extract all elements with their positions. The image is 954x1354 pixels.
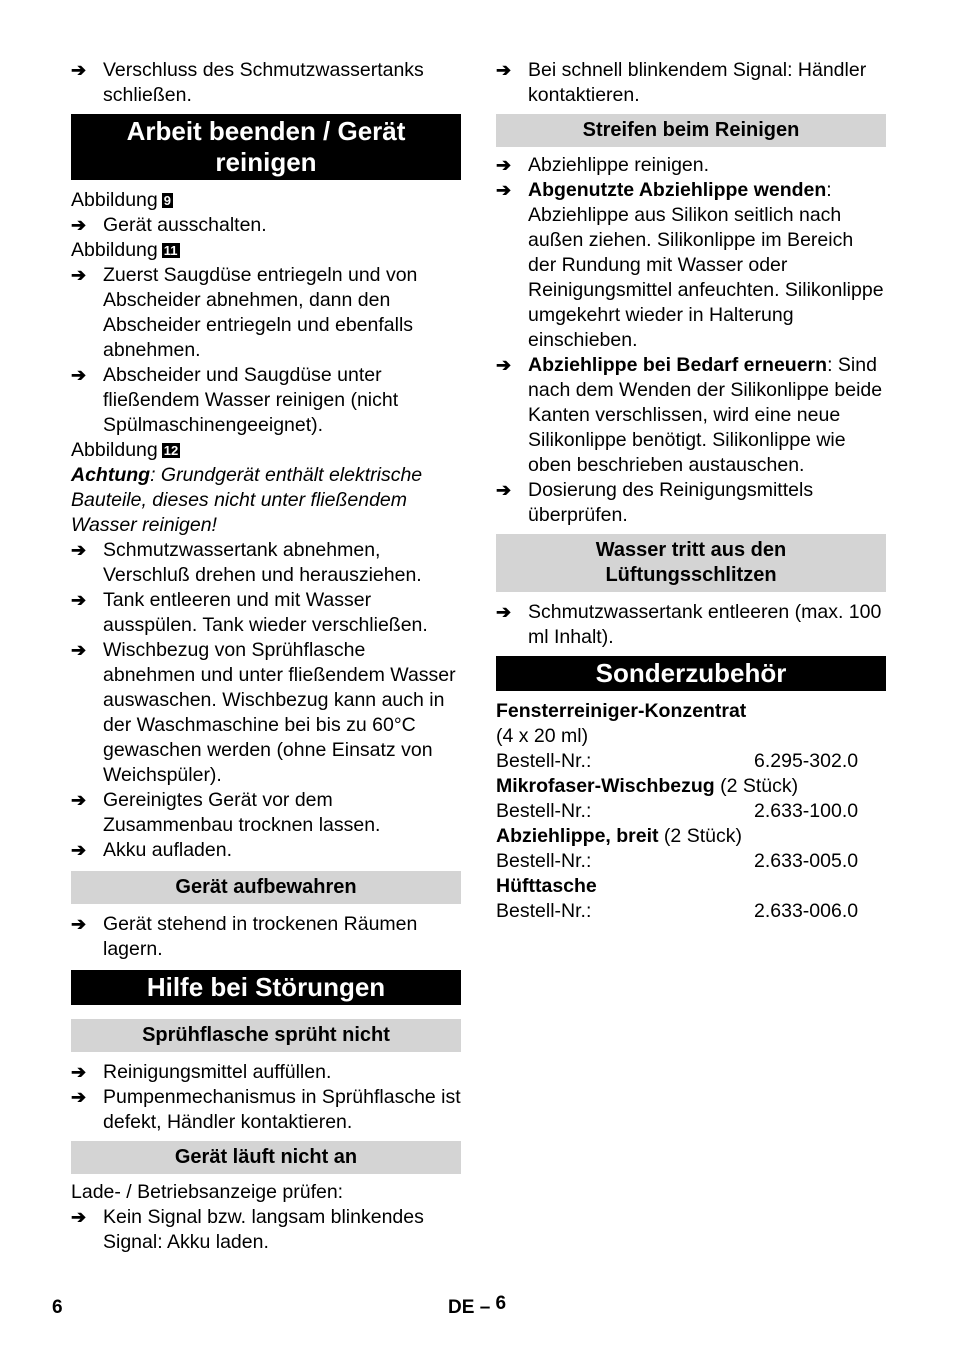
order-number-row: Bestell-Nr.: 6.295-302.0: [496, 750, 859, 772]
list-item: ➔ Wischbezug von Sprühflasche abnehmen und unter fließendem Wasser auswaschen. Wischbezug kann auch in der Waschmaschine bei bis zu 60°C gewaschen werden (ohne Einsatz von Weichspüler).: [71, 639, 456, 786]
arrow-right-icon: ➔: [71, 1207, 87, 1227]
arrow-right-icon: ➔: [71, 540, 87, 560]
order-number: 2.633-100.0: [754, 800, 859, 822]
arrow-right-icon: ➔: [71, 640, 87, 660]
list-item: ➔ Schmutzwassertank abnehmen, Verschluß drehen und herausziehen.: [71, 539, 422, 586]
left-column: [71, 58, 461, 1255]
accessory-detail: (4 x 20 ml): [496, 725, 589, 747]
arrow-right-icon: ➔: [71, 265, 87, 285]
list-item: ➔ Bei schnell blinkendem Signal: Händler kontaktieren.: [496, 59, 867, 106]
subsection-heading-storage: Gerät aufbewahren: [71, 871, 461, 904]
arrow-right-icon: ➔: [71, 1087, 87, 1107]
arrow-right-icon: ➔: [496, 180, 512, 200]
list-item: ➔ Kein Signal bzw. langsam blinkendes Signal: Akku laden.: [71, 1206, 424, 1253]
subsection-heading-spray: Sprühflasche sprüht nicht: [71, 1019, 461, 1052]
list-item: ➔ Abscheider und Saugdüse unter fließendem Wasser reinigen (nicht Spülmaschinengeeignet).: [71, 364, 399, 436]
list-item: ➔ Dosierung des Reinigungsmittels überprüfen.: [496, 479, 814, 526]
page-number-left: 6: [52, 1297, 63, 1318]
accessory-name: Mikrofaser-Wischbezug (2 Stück): [496, 775, 799, 797]
arrow-right-icon: ➔: [496, 480, 512, 500]
accessory-name: Hüfttasche: [496, 875, 597, 897]
order-number: 6.295-302.0: [754, 750, 859, 772]
list-item: ➔ Tank entleeren und mit Wasser ausspülen. Tank wieder verschließen.: [71, 589, 428, 636]
section-heading-troubleshooting: Hilfe bei Störungen: [71, 970, 461, 1005]
list-item: ➔ Gerät ausschalten.: [71, 214, 267, 236]
list-item: ➔ Abziehlippe bei Bedarf erneuern: Sind nach dem Wenden der Silikonlippe beide Kanten verschlissen, wird eine neue Silikonlippe benötigt. Silikonlippe wie oben beschrieben austauschen.: [496, 354, 883, 476]
subsection-heading-not-running: Gerät läuft nicht an: [71, 1141, 461, 1174]
arrow-right-icon: ➔: [496, 355, 512, 375]
subsection-heading-water: Wasser tritt aus den Lüftungsschlitzen: [496, 534, 886, 592]
arrow-right-icon: ➔: [71, 790, 87, 810]
list-item: ➔ Abgenutzte Abziehlippe wenden: Abziehlippe aus Silikon seitlich nach außen ziehen. Silikonlippe im Bereich der Rundung mit Wasser oder Reinigungsmittel anfeuchten. Silikonlippe umgekehrt wieder in Halterung einschieben.: [496, 179, 884, 351]
list-item: ➔ Abziehlippe reinigen.: [496, 154, 710, 176]
list-item: ➔ Verschluss des Schmutzwassertanks schließen.: [71, 59, 424, 106]
list-item: ➔ Zuerst Saugdüse entriegeln und von Abscheider abnehmen, dann den Abscheider entriegeln und ebenfalls abnehmen.: [71, 264, 418, 361]
warning-note: Achtung: Grundgerät enthält elektrische Bauteile, dieses nicht unter fließendem Wasser reinigen!: [71, 464, 423, 536]
order-number: 2.633-006.0: [754, 900, 859, 922]
list-item: ➔ Reinigungsmittel auffüllen.: [71, 1061, 332, 1083]
right-column: [496, 58, 886, 924]
arrow-right-icon: ➔: [71, 365, 87, 385]
arrow-right-icon: ➔: [71, 914, 87, 934]
figure-reference: Abbildung 12: [71, 439, 179, 461]
list-item: ➔ Schmutzwassertank entleeren (max. 100 ml Inhalt).: [496, 601, 882, 648]
section-heading-accessories: Sonderzubehör: [496, 656, 886, 691]
subsection-heading-streaks: Streifen beim Reinigen: [496, 114, 886, 147]
order-number-row: Bestell-Nr.: 2.633-005.0: [496, 850, 859, 872]
arrow-right-icon: ➔: [71, 1062, 87, 1082]
paragraph: Lade- / Betriebsanzeige prüfen:: [71, 1181, 344, 1203]
order-number-row: Bestell-Nr.: 2.633-100.0: [496, 800, 859, 822]
figure-number: 11: [163, 243, 178, 258]
arrow-right-icon: ➔: [496, 60, 512, 80]
order-number: 2.633-005.0: [754, 850, 859, 872]
arrow-right-icon: ➔: [496, 155, 512, 175]
arrow-right-icon: ➔: [71, 590, 87, 610]
arrow-right-icon: ➔: [71, 840, 87, 860]
figure-reference: Abbildung 11: [71, 239, 178, 261]
accessory-name: Fensterreiniger-Konzentrat: [496, 700, 747, 722]
section-heading-finish-work: Arbeit beenden / Gerät reinigen: [71, 114, 461, 180]
list-item: ➔ Gerät stehend in trockenen Räumen lagern.: [71, 913, 418, 960]
figure-number: 12: [163, 443, 179, 458]
list-item: ➔ Pumpenmechanismus in Sprühflasche ist defekt, Händler kontaktieren.: [71, 1086, 461, 1133]
figure-reference: Abbildung 9: [71, 189, 171, 211]
figure-number: 9: [163, 193, 171, 208]
page-number-center: DE – 6: [448, 1293, 507, 1318]
arrow-right-icon: ➔: [71, 60, 87, 80]
list-item: ➔ Gereinigtes Gerät vor dem Zusammenbau trocknen lassen.: [71, 789, 381, 836]
arrow-right-icon: ➔: [71, 215, 87, 235]
order-number-row: Bestell-Nr.: 2.633-006.0: [496, 900, 859, 922]
arrow-right-icon: ➔: [496, 602, 512, 622]
list-item: ➔ Akku aufladen.: [71, 839, 233, 861]
accessory-name: Abziehlippe, breit (2 Stück): [496, 825, 742, 847]
